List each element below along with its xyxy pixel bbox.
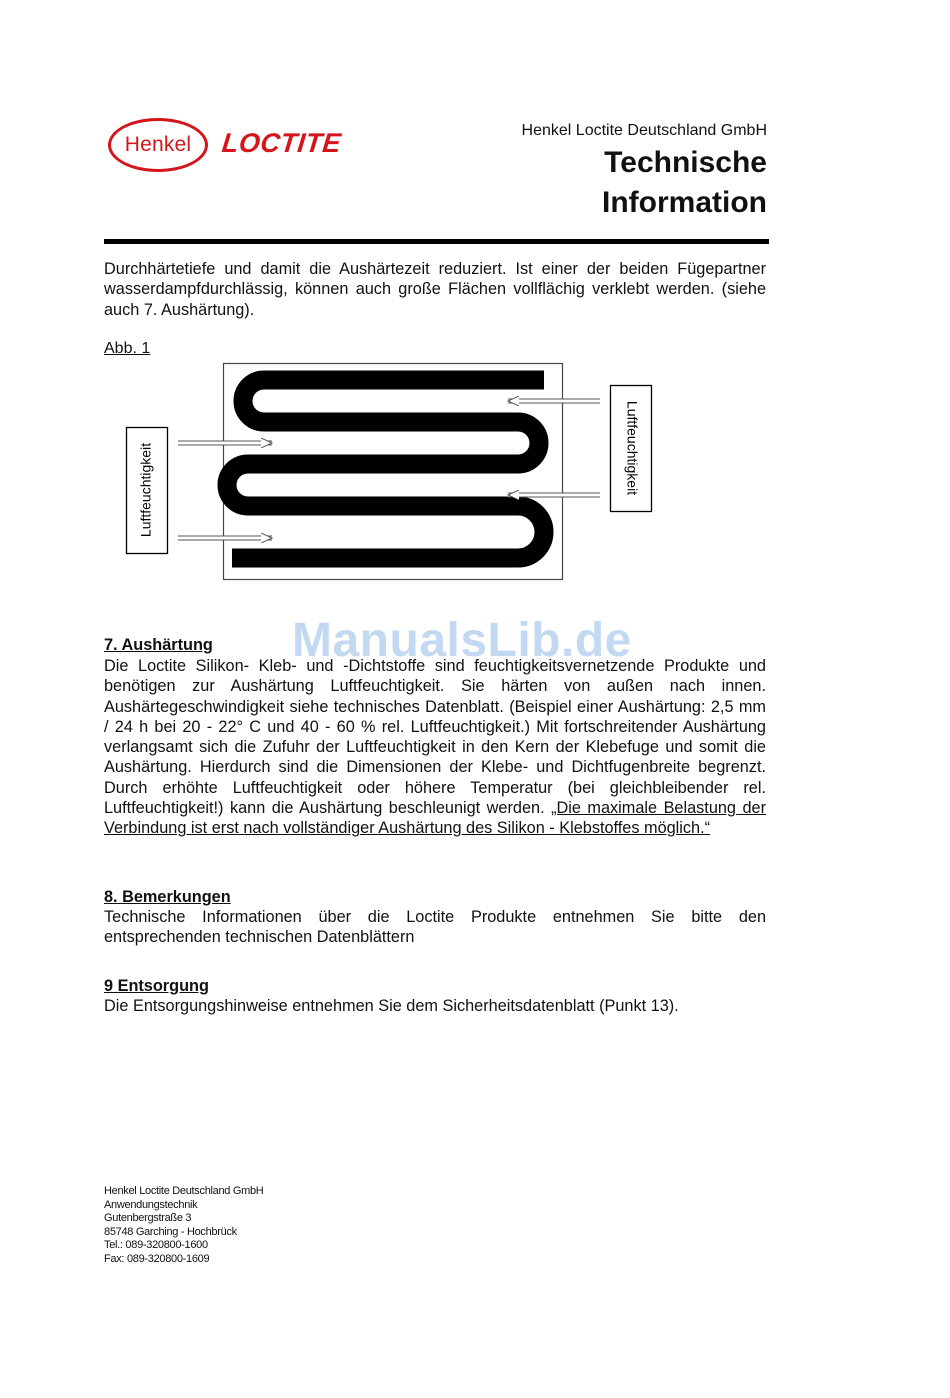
section8-body: Technische Informationen über die Loctite Produkte entnehmen Sie bitte den entsprechenden technischen Datenblättern — [104, 908, 766, 947]
loctite-logo: LOCTITE — [220, 128, 343, 158]
section7-text: Die Loctite Silikon- Kleb- und -Dichtstoffe sind feuchtigkeitsvernetzende Produkte und benötigen zur Aushärtung Luftfeuchtigkeit. Sie härten von außen nach innen. Aushärtegeschwindigkeit siehe technisches Datenblatt. (Beispiel einer Aushärtung: 2,5 mm / 24 h bei 20 - 22° C und 40 - 60 % rel. Luftfeuchtigkeit.) Mit fortschreitender Aushärtung verlangsamt sich die Zufuhr der Luftfeuchtigkeit in den Kern der Klebefuge und somit die Aushärtung. Hierdurch sind die Dimensionen der Klebe- und Dichtfugenbreite begrenzt. Durch erhöhte Luftfeuchtigkeit oder höhere Temperatur (bei gleichbleibender rel. Luftfeuchtigkeit!) kann die Aushärtung beschleunigt werden. — [104, 657, 766, 818]
footer-department: Anwendungstechnik — [104, 1198, 198, 1211]
footer-city: 85748 Garching - Hochbrück — [104, 1225, 237, 1238]
intro-paragraph: Durchhärtetiefe und damit die Aushärtezeit reduziert. Ist einer der beiden Fügepartner wasserdampfdurchlässig, können auch große Flächen vollflächig verklebt werden. (siehe auch 7. Aushärtung). — [104, 260, 766, 319]
section9-heading: 9 Entsorgung — [104, 977, 209, 995]
watermark: ManualsLib.de — [292, 614, 632, 667]
document-title-line1: Technische — [604, 146, 767, 179]
document-title — [602, 143, 767, 223]
document-title-line2: Information — [602, 186, 767, 219]
footer-company: Henkel Loctite Deutschland GmbH — [104, 1185, 264, 1197]
humidity-label-left: Luftfeuchtigkeit — [137, 442, 154, 538]
humidity-label-right: Luftfeuchtigkeit — [624, 400, 641, 496]
figure-diagram — [100, 355, 660, 587]
company-name: Henkel Loctite Deutschland GmbH — [521, 122, 767, 139]
section7-quote: „Die maximale Belastung der Verbindung ist erst nach vollständiger Aushärtung des Silikon - Klebstoffes möglich.“ — [104, 799, 766, 838]
section7-body — [104, 656, 766, 839]
henkel-logo-text: Henkel — [124, 133, 192, 156]
figure-label: Abb. 1 — [104, 340, 151, 357]
footer-phone: Tel.: 089-320800-1600 — [104, 1239, 208, 1252]
footer-address — [104, 1185, 263, 1267]
section7-heading: 7. Aushärtung — [104, 636, 213, 654]
henkel-logo — [108, 118, 208, 172]
section9-body: Die Entsorgungshinweise entnehmen Sie dem Sicherheitsdatenblatt (Punkt 13). — [104, 997, 679, 1015]
section8-heading: 8. Bemerkungen — [104, 888, 231, 906]
footer-street: Gutenbergstraße 3 — [104, 1212, 192, 1225]
header-divider — [104, 239, 769, 244]
footer-fax: Fax: 089-320800-1609 — [104, 1252, 210, 1265]
